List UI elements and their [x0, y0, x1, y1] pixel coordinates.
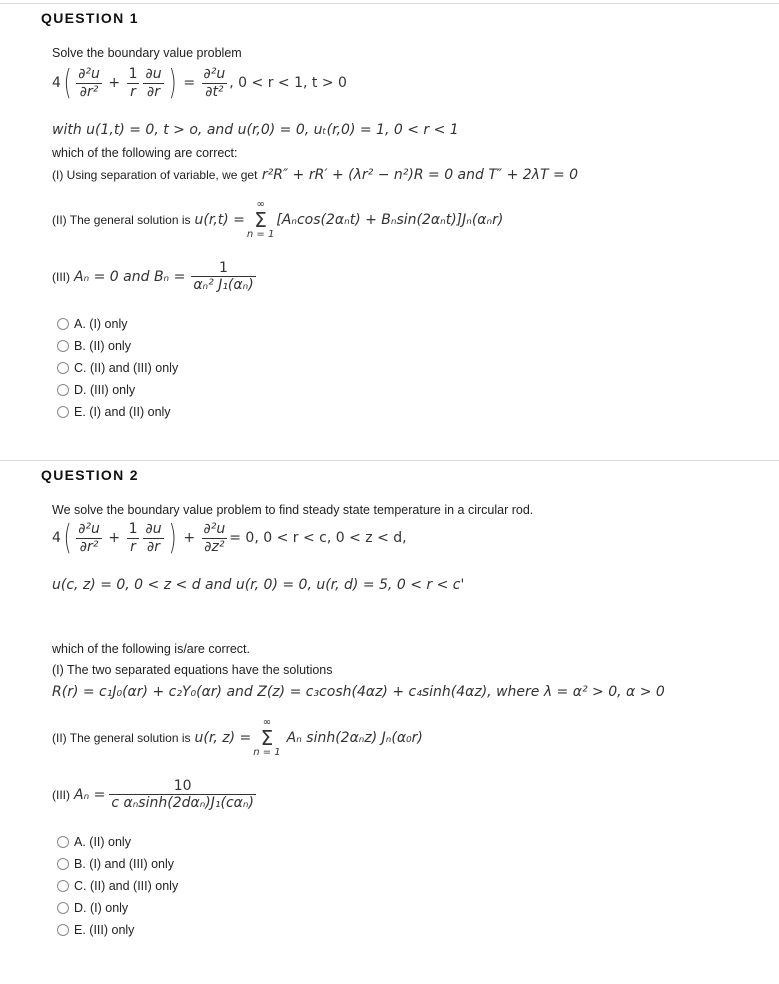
- q1-statement-2-lhs: u(r,t) =: [194, 212, 245, 228]
- q1-pde-r: r: [130, 83, 136, 100]
- q1-statement-3-label: (III): [52, 269, 70, 284]
- question-2-title: QUESTION 2: [41, 467, 139, 483]
- radio-button[interactable]: [57, 362, 69, 374]
- q2-pde-r: r: [130, 538, 136, 555]
- q2-summation: [253, 718, 280, 758]
- q1-sum-upper: ∞: [256, 199, 265, 210]
- q2-statement-2: [52, 718, 423, 758]
- q1-statement-3-fraction: [191, 260, 255, 293]
- q2-pde: 4( $\frac{\text{∂²u}}{\text{∂r²}}$ + $\frac{1}{r}$ $\frac{\partial u}{\partial r}$ ) + $\frac{\text{∂²u}}{\text{∂z²}}$ = 0, 0 < r < c, 0 < z < d,: [52, 518, 407, 558]
- q1-fraction-denominator: αₙ² J₁(αₙ): [193, 277, 254, 294]
- q2-option-b[interactable]: [57, 857, 174, 871]
- q2-conditions: u(c, z) = 0, 0 < z < d and u(r, 0) = 0, u(r, d) = 5, 0 < r < c': [52, 577, 465, 593]
- q2-fraction-numerator: 10: [109, 778, 256, 795]
- q2-pde-one: 1: [128, 521, 138, 538]
- q2-option-d-label: D. (I) only: [74, 901, 129, 915]
- q1-option-a[interactable]: [57, 317, 128, 331]
- q2-fraction-denominator: c αₙsinh(2dαₙ)J₁(cαₙ): [111, 795, 254, 812]
- q1-pde: 4( $\frac{\text{∂²u}}{\text{∂r²}}$ + $\frac{1}{r}$ $\frac{\partial u}{\partial r}$ ) = $\frac{\text{∂²u}}{\text{∂t²}}$ , 0 < r < 1, t > 0: [52, 63, 347, 103]
- q2-statement-1-math: R(r) = c₁J₀(αr) + c₂Y₀(αr) and Z(z) = c₃cosh(4αz) + c₄sinh(4αz), where λ = α² > 0, α > 0: [52, 684, 665, 700]
- q1-option-d[interactable]: [57, 383, 135, 397]
- q2-statement-2-lhs: u(r, z) =: [194, 730, 252, 746]
- radio-button[interactable]: [57, 384, 69, 396]
- q1-option-a-label: A. (I) only: [74, 317, 128, 331]
- q2-sum-symbol: Σ: [260, 726, 274, 750]
- q1-summation: [247, 200, 274, 240]
- q1-option-e-label: E. (I) and (II) only: [74, 405, 171, 419]
- q2-pde-domain: = 0, 0 < r < c, 0 < z < d,: [229, 530, 407, 546]
- q1-option-e[interactable]: [57, 405, 171, 419]
- question-divider: [0, 460, 779, 461]
- q1-pde-dr2: ∂r²: [79, 83, 99, 100]
- q1-pde-d2u: ∂²u: [78, 66, 100, 83]
- q2-pde-plus: +: [108, 530, 121, 546]
- radio-button[interactable]: [57, 318, 69, 330]
- top-divider: [0, 3, 779, 4]
- q2-pde-dr2: ∂r²: [79, 538, 99, 555]
- radio-button[interactable]: [57, 858, 69, 870]
- q1-statement-1: [52, 166, 578, 184]
- radio-button[interactable]: [57, 924, 69, 936]
- q1-statement-3: [52, 260, 258, 293]
- q1-option-d-label: D. (III) only: [74, 383, 136, 397]
- q2-option-e[interactable]: [57, 923, 134, 937]
- q1-prompt: which of the following are correct:: [52, 146, 238, 160]
- q2-statement-1-label: (I) The two separated equations have the solutions: [52, 663, 333, 677]
- q2-pde-d2u-z: ∂²u: [203, 521, 226, 538]
- radio-button[interactable]: [57, 340, 69, 352]
- q2-option-a-label: A. (II) only: [74, 835, 131, 849]
- q2-option-c[interactable]: [57, 879, 178, 893]
- q1-sum-symbol: Σ: [254, 208, 267, 232]
- radio-button[interactable]: [57, 836, 69, 848]
- q2-statement-3-label: (III): [52, 787, 70, 802]
- q2-option-b-label: B. (I) and (III) only: [74, 857, 175, 871]
- q1-statement-1-label: (I) Using separation of variable, we get: [52, 168, 258, 182]
- q1-pde-d2u-rhs: ∂²u: [203, 66, 226, 83]
- q2-pde-dr: ∂r: [147, 538, 161, 555]
- q1-pde-one: 1: [128, 66, 138, 83]
- q1-option-b[interactable]: [57, 339, 131, 353]
- q2-pde-d2u: ∂²u: [78, 521, 100, 538]
- q1-statement-2: [52, 200, 503, 240]
- q2-statement-3: [52, 778, 258, 811]
- q1-option-b-label: B. (II) only: [74, 339, 131, 353]
- q1-pde-plus: +: [108, 75, 121, 91]
- q2-statement-3-math: Aₙ =: [74, 786, 106, 803]
- q1-pde-domain: , 0 < r < 1, t > 0: [229, 75, 347, 91]
- q2-statement-2-label: (II) The general solution is: [52, 731, 191, 745]
- q2-option-a[interactable]: [57, 835, 131, 849]
- q2-pde-dz2: ∂z²: [204, 538, 225, 555]
- q2-option-e-label: E. (III) only: [74, 923, 135, 937]
- q1-pde-dr: ∂r: [147, 83, 161, 100]
- q1-pde-equals: =: [183, 75, 196, 91]
- q1-statement-3-math: Aₙ = 0 and Bₙ =: [74, 268, 186, 285]
- q2-option-c-label: C. (II) and (III) only: [74, 879, 179, 893]
- q1-conditions: with u(1,t) = 0, t > o, and u(r,0) = 0, uₜ(r,0) = 1, 0 < r < 1: [52, 122, 459, 138]
- radio-button[interactable]: [57, 880, 69, 892]
- q1-option-c-label: C. (II) and (III) only: [74, 361, 179, 375]
- q2-sum-upper: ∞: [262, 717, 272, 728]
- q2-option-d[interactable]: [57, 901, 128, 915]
- q1-fraction-numerator: 1: [191, 260, 255, 277]
- q2-pde-du: ∂u: [145, 521, 162, 538]
- q2-statement-3-fraction: [109, 778, 256, 811]
- q2-intro: We solve the boundary value problem to find steady state temperature in a circular rod.: [52, 503, 534, 517]
- q1-intro: Solve the boundary value problem: [52, 46, 242, 60]
- q1-pde-coefficient: 4: [52, 75, 61, 91]
- q1-option-c[interactable]: [57, 361, 178, 375]
- q2-pde-plus-2: +: [183, 530, 196, 546]
- q1-pde-dt2: ∂t²: [205, 83, 224, 100]
- q2-sum-lower: n = 1: [253, 747, 281, 758]
- q2-prompt: which of the following is/are correct.: [52, 642, 251, 656]
- q1-pde-du: ∂u: [145, 66, 162, 83]
- q2-statement-2-rhs: Aₙ sinh(2αₙz) Jₙ(α₀r): [286, 730, 423, 746]
- q1-sum-lower: n = 1: [246, 229, 275, 240]
- radio-button[interactable]: [57, 406, 69, 418]
- q2-pde-coefficient: 4: [52, 530, 61, 546]
- q1-statement-1-math: r²R″ + rR′ + (λr² − n²)R = 0 and T″ + 2λT = 0: [261, 167, 579, 183]
- question-1-title: QUESTION 1: [41, 10, 139, 26]
- radio-button[interactable]: [57, 902, 69, 914]
- q1-statement-2-label: (II) The general solution is: [52, 213, 191, 227]
- q1-statement-2-rhs: [Aₙcos(2αₙt) + Bₙsin(2αₙt)]Jₙ(αₙr): [276, 212, 504, 228]
